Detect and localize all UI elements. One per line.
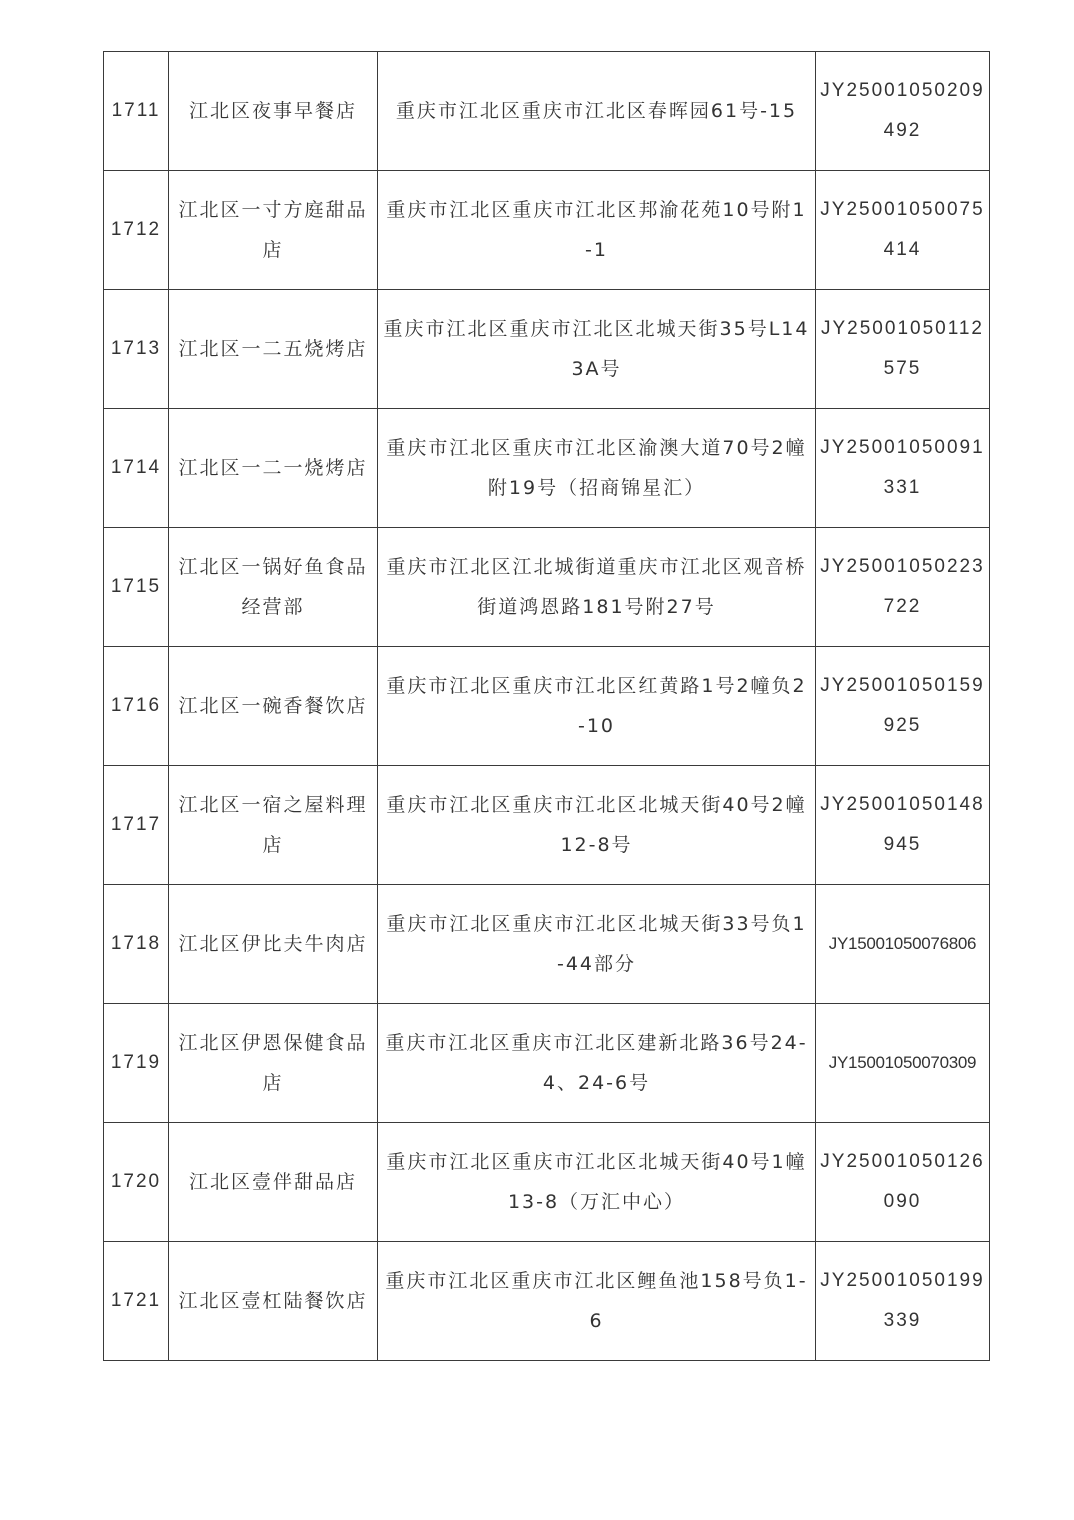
business-name: 江北区一二五烧烤店 (169, 290, 378, 409)
business-address: 重庆市江北区重庆市江北区北城天街40号2幢12-8号 (378, 766, 816, 885)
license-number: JY25001050112575 (816, 290, 990, 409)
table-row (104, 528, 990, 647)
table-row (104, 409, 990, 528)
row-number: 1720 (104, 1123, 169, 1242)
business-license-table (103, 51, 990, 1361)
table-row (104, 290, 990, 409)
business-name: 江北区夜事早餐店 (169, 52, 378, 171)
business-address: 重庆市江北区重庆市江北区渝澳大道70号2幢附19号（招商锦星汇） (378, 409, 816, 528)
row-number: 1721 (104, 1242, 169, 1361)
license-number: JY25001050199339 (816, 1242, 990, 1361)
business-address: 重庆市江北区重庆市江北区红黄路1号2幢负2-10 (378, 647, 816, 766)
table-row (104, 1242, 990, 1361)
table-row (104, 52, 990, 171)
license-number: JY25001050223722 (816, 528, 990, 647)
row-number: 1715 (104, 528, 169, 647)
table-row (104, 171, 990, 290)
row-number: 1714 (104, 409, 169, 528)
table-row (104, 647, 990, 766)
row-number: 1716 (104, 647, 169, 766)
business-name: 江北区一碗香餐饮店 (169, 647, 378, 766)
row-number: 1713 (104, 290, 169, 409)
row-number: 1712 (104, 171, 169, 290)
business-address: 重庆市江北区江北城街道重庆市江北区观音桥街道鸿恩路181号附27号 (378, 528, 816, 647)
business-name: 江北区伊恩保健食品店 (169, 1004, 378, 1123)
license-number: JY15001050076806 (816, 885, 990, 1004)
business-address: 重庆市江北区重庆市江北区北城天街35号L143A号 (378, 290, 816, 409)
business-name: 江北区一宿之屋料理店 (169, 766, 378, 885)
license-number: JY25001050209492 (816, 52, 990, 171)
license-number: JY25001050148945 (816, 766, 990, 885)
business-address: 重庆市江北区重庆市江北区鲤鱼池158号负1-6 (378, 1242, 816, 1361)
row-number: 1717 (104, 766, 169, 885)
row-number: 1718 (104, 885, 169, 1004)
business-name: 江北区壹伴甜品店 (169, 1123, 378, 1242)
table-row (104, 766, 990, 885)
license-number: JY25001050091331 (816, 409, 990, 528)
license-number: JY25001050075414 (816, 171, 990, 290)
business-name: 江北区一锅好鱼食品经营部 (169, 528, 378, 647)
table-row (104, 1123, 990, 1242)
license-number: JY25001050126090 (816, 1123, 990, 1242)
business-address: 重庆市江北区重庆市江北区北城天街40号1幢13-8（万汇中心） (378, 1123, 816, 1242)
business-address: 重庆市江北区重庆市江北区邦渝花苑10号附1-1 (378, 171, 816, 290)
business-name: 江北区伊比夫牛肉店 (169, 885, 378, 1004)
business-name: 江北区壹杠陆餐饮店 (169, 1242, 378, 1361)
row-number: 1711 (104, 52, 169, 171)
business-name: 江北区一二一烧烤店 (169, 409, 378, 528)
table-row (104, 1004, 990, 1123)
license-number: JY15001050070309 (816, 1004, 990, 1123)
table-row (104, 885, 990, 1004)
business-address: 重庆市江北区重庆市江北区建新北路36号24-4、24-6号 (378, 1004, 816, 1123)
business-address: 重庆市江北区重庆市江北区北城天街33号负1-44部分 (378, 885, 816, 1004)
business-name: 江北区一寸方庭甜品店 (169, 171, 378, 290)
license-number: JY25001050159925 (816, 647, 990, 766)
business-address: 重庆市江北区重庆市江北区春晖园61号-15 (378, 52, 816, 171)
row-number: 1719 (104, 1004, 169, 1123)
